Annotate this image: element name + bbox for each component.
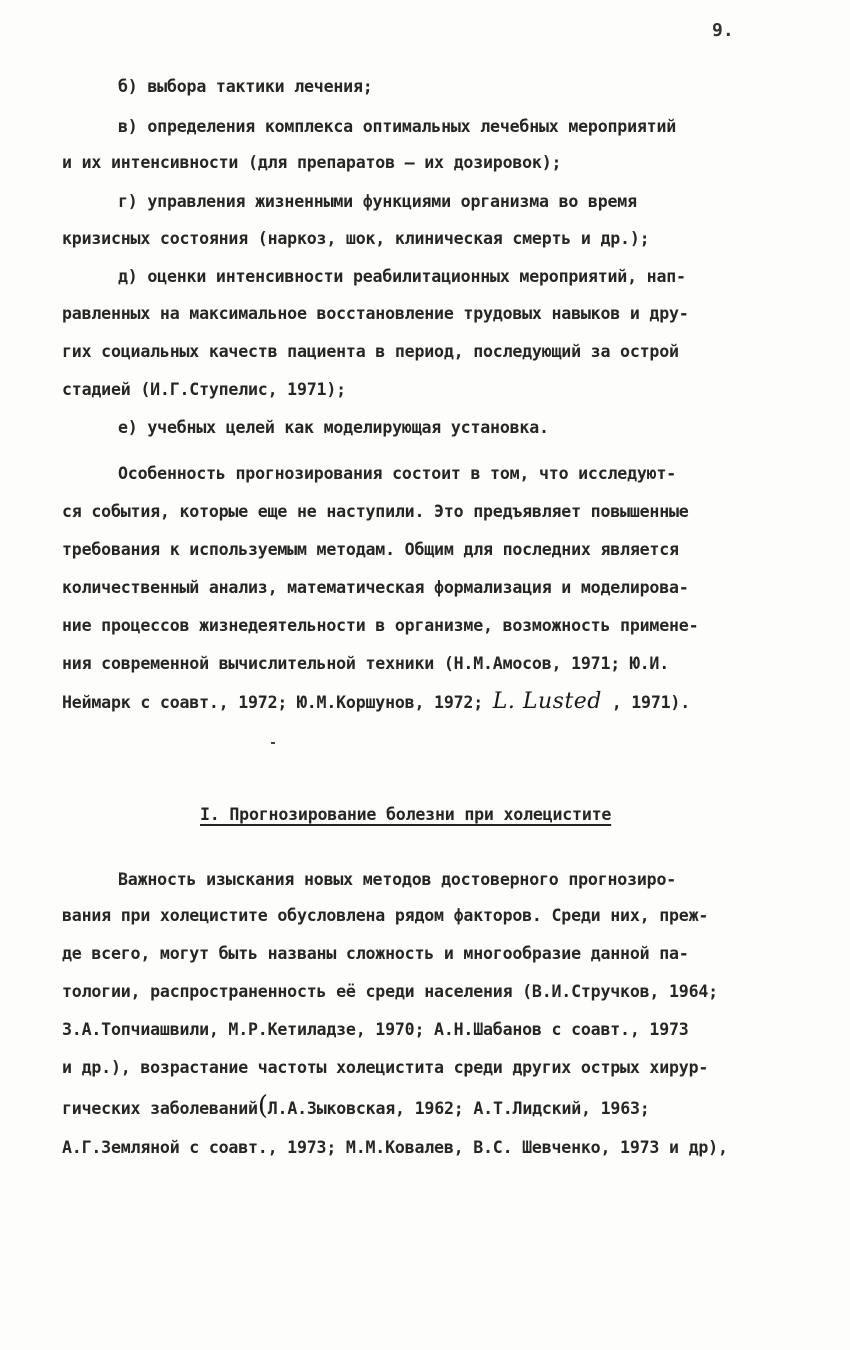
- paragraph-cholecystitis-line: А.Г.Земляной с соавт., 1973; М.М.Ковалев, В.С. Шевченко, 1973 и др),: [62, 1138, 728, 1157]
- paragraph-forecasting-line: требования к используемым методам. Общим для последних является: [62, 540, 679, 559]
- list-item-d-cont-1: равленных на максимальное восстановление трудовых навыков и дру-: [62, 304, 689, 323]
- list-item-b: б) выбора тактики лечения;: [118, 77, 373, 96]
- paragraph-cholecystitis-line: З.А.Топчиашвили, М.Р.Кетиладзе, 1970; А.Н.Шабанов с соавт., 1973: [62, 1020, 689, 1039]
- list-item-e: е) учебных целей как моделирующая установка.: [118, 418, 549, 437]
- paragraph-forecasting-last-line: [62, 689, 691, 714]
- paragraph-cholecystitis-line: Важность изыскания новых методов достоверного прогнозиро-: [118, 870, 677, 889]
- paragraph-cholecystitis-line: де всего, могут быть названы сложность и многообразие данной па-: [62, 944, 689, 963]
- list-item-v-cont: и их интенсивности (для препаратов – их дозировок);: [62, 153, 562, 172]
- paragraph-cholecystitis-line: вания при холецистите обусловлена рядом факторов. Среди них, преж-: [62, 906, 709, 925]
- paragraph-forecasting-line: ние процессов жизнедеятельности в организме, возможность примене-: [62, 616, 699, 635]
- list-item-d-cont-3: стадией (И.Г.Ступелис, 1971);: [62, 380, 346, 399]
- paragraph-forecasting-line: ся события, которые еще не наступили. Это предъявляет повышенные: [62, 502, 689, 521]
- citation-text: Л.А.Зыковская, 1962; А.Т.Лидский, 1963;: [267, 1099, 650, 1118]
- handwritten-author-name: L. Lusted: [492, 689, 602, 714]
- paragraph-forecasting-line: ния современной вычислительной техники (Н.М.Амосов, 1971; Ю.И.: [62, 654, 669, 673]
- list-item-v: в) определения комплекса оптимальных лечебных мероприятий: [118, 117, 677, 136]
- paragraph-cholecystitis-line-paren: [62, 1091, 650, 1121]
- list-item-d-cont-2: гих социальных качеств пациента в период, последующий за острой: [62, 342, 679, 361]
- paragraph-forecasting-line: Особенность прогнозирования состоит в том, что исследуют-: [118, 464, 677, 483]
- ink-speck: [271, 742, 275, 744]
- paragraph-forecasting-line: количественный анализ, математическая формализация и моделирова-: [62, 578, 689, 597]
- paragraph-cholecystitis-line: и др.), возрастание частоты холецистита среди других острых хирур-: [62, 1058, 709, 1077]
- citation-lead: гических заболеваний: [62, 1099, 258, 1118]
- section-heading: I. Прогнозирование болезни при холецистите: [200, 805, 612, 824]
- citation-text: Неймарк с соавт., 1972; Ю.М.Коршунов, 1972;: [62, 693, 483, 712]
- page-number: 9.: [712, 20, 734, 41]
- paragraph-cholecystitis-line: тологии, распространенность её среди населения (В.И.Стручков, 1964;: [62, 982, 718, 1001]
- list-item-d: д) оценки интенсивности реабилитационных мероприятий, нап-: [118, 267, 686, 286]
- citation-tail: , 1971).: [611, 693, 691, 712]
- list-item-g-cont: кризисных состояния (наркоз, шок, клиническая смерть и др.);: [62, 229, 650, 248]
- list-item-g: г) управления жизненными функциями организма во время: [118, 192, 637, 211]
- handwritten-parenthesis: (: [257, 1091, 268, 1121]
